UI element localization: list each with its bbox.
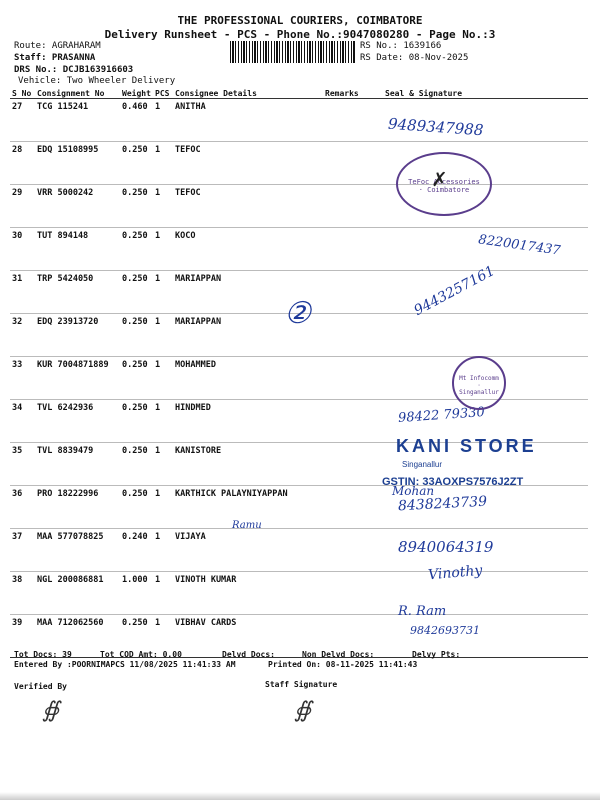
row-consignment: MAA 712062560 (35, 615, 120, 658)
tefoc-stamp (396, 152, 492, 216)
col-consignee: Consignee Details (173, 89, 323, 99)
row-pcs: 1 (153, 271, 173, 314)
row-consignee: TEFOC (173, 185, 323, 228)
col-sno: S No (10, 89, 35, 99)
row-remarks (323, 529, 383, 572)
verified-signature-mark: ∯ (42, 698, 60, 723)
row-sno: 31 (10, 271, 35, 314)
staff-signature-label: Staff Signature (265, 680, 338, 689)
row-pcs: 1 (153, 443, 173, 486)
col-seal-signature: Seal & Signature (383, 89, 588, 99)
handwritten-phone-31: 9443257161 (411, 263, 498, 319)
drs-label: DRS No.: DCJB163916603 (14, 65, 134, 75)
row-remarks (323, 142, 383, 185)
row-consignee: TEFOC (173, 142, 323, 185)
row-sno: 37 (10, 529, 35, 572)
kani-store-address: Singanallur (402, 460, 443, 469)
row-weight: 0.250 (120, 443, 153, 486)
scan-edge (0, 792, 600, 800)
row-remarks (323, 271, 383, 314)
delivered-docs: Delvd Docs: (222, 650, 275, 659)
row-weight: 0.250 (120, 314, 153, 357)
row-weight: 0.240 (120, 529, 153, 572)
row-sno: 36 (10, 486, 35, 529)
row-consignment: EDQ 23913720 (35, 314, 120, 357)
row-weight: 0.250 (120, 185, 153, 228)
kani-store-gstin: GSTIN: 33AOXPS7576J2ZT (382, 476, 524, 488)
row-sno: 33 (10, 357, 35, 400)
row-consignee: MOHAMMED (173, 357, 323, 400)
table-row (10, 142, 588, 185)
handwritten-name-37: Ramu (232, 520, 262, 531)
row-remarks (323, 443, 383, 486)
printed-on: Printed On: 08-11-2025 11:41:43 (268, 660, 418, 669)
delivery-points: Delvy Pts: (412, 650, 461, 659)
entered-by: Entered By :POORNIMAPCS 11/08/2025 11:41:33 AM (14, 660, 236, 669)
row-seal-signature (383, 314, 588, 357)
handwritten-name-36: Mohan (392, 484, 435, 498)
row-weight: 0.250 (120, 615, 153, 658)
row-sno: 28 (10, 142, 35, 185)
row-remarks (323, 357, 383, 400)
table-row (10, 572, 588, 615)
col-weight: Weight (120, 89, 153, 99)
vehicle-label: Vehicle: Two Wheeler Delivery (18, 76, 176, 86)
row-consignee: KANISTORE (173, 443, 323, 486)
row-consignment: TCG 115241 (35, 99, 120, 142)
row-pcs: 1 (153, 314, 173, 357)
row-sno: 35 (10, 443, 35, 486)
consignee-signature-mark: ② (284, 296, 311, 331)
row-consignment: NGL 200086881 (35, 572, 120, 615)
table-row (10, 99, 588, 142)
row-sno: 38 (10, 572, 35, 615)
row-consignee: HINDMED (173, 400, 323, 443)
row-consignment: EDQ 15108995 (35, 142, 120, 185)
row-pcs: 1 (153, 357, 173, 400)
row-consignment: MAA 577078825 (35, 529, 120, 572)
row-weight: 1.000 (120, 572, 153, 615)
tefoc-stamp-text: TeFoc Accessories · Coimbatore (408, 178, 480, 194)
row-pcs: 1 (153, 486, 173, 529)
tefoc-signature-mark: ✗ (432, 164, 447, 192)
mt-infocomm-stamp (452, 356, 506, 410)
col-consignment: Consignment No (35, 89, 120, 99)
total-cod: Tot COD Amt: 0.00 (100, 650, 182, 659)
mt-stamp-text: Mt Infocomm · Singanallur (459, 375, 499, 396)
handwritten-phone-27: 9489347988 (387, 114, 484, 140)
row-consignment: TRP 5424050 (35, 271, 120, 314)
handwritten-name-38: Vinothy (427, 562, 483, 584)
kani-store-stamp: KANI STORE (396, 436, 537, 456)
col-remarks: Remarks (323, 89, 383, 99)
staff-signature-mark: ∯ (294, 698, 312, 723)
row-remarks (323, 572, 383, 615)
col-pcs: PCS (153, 89, 173, 99)
row-sno: 39 (10, 615, 35, 658)
table-row (10, 185, 588, 228)
row-consignee: MARIAPPAN (173, 314, 323, 357)
row-consignee: VINOTH KUMAR (173, 572, 323, 615)
barcode (230, 41, 356, 63)
table-header-row (10, 89, 588, 99)
verified-by-label: Verified By (14, 682, 67, 691)
rs-number: RS No.: 1639166 (360, 41, 442, 51)
company-title: THE PROFESSIONAL COURIERS, COIMBATORE (177, 14, 423, 27)
row-weight: 0.250 (120, 142, 153, 185)
staff-label: Staff: PRASANNA (14, 53, 96, 63)
row-consignee: VIBHAV CARDS (173, 615, 323, 658)
row-weight: 0.250 (120, 400, 153, 443)
row-remarks (323, 314, 383, 357)
row-pcs: 1 (153, 615, 173, 658)
table-row (10, 486, 588, 529)
row-consignment: VRR 5000242 (35, 185, 120, 228)
non-delivered-docs: Non Delvd Docs: (302, 650, 375, 659)
handwritten-phone-37: 8940064319 (398, 538, 494, 556)
row-pcs: 1 (153, 572, 173, 615)
row-remarks (323, 228, 383, 271)
row-sno: 27 (10, 99, 35, 142)
row-remarks (323, 400, 383, 443)
row-remarks (323, 486, 383, 529)
handwritten-phone-34: 98422 79330 (397, 404, 486, 427)
row-sno: 32 (10, 314, 35, 357)
row-weight: 0.250 (120, 486, 153, 529)
row-consignment: PRO 18222996 (35, 486, 120, 529)
row-sno: 29 (10, 185, 35, 228)
total-docs: Tot Docs: 39 (14, 650, 72, 659)
runsheet-subtitle: Delivery Runsheet - PCS - Phone No.:9047080280 - Page No.:3 (104, 28, 496, 41)
table-row (10, 529, 588, 572)
row-pcs: 1 (153, 99, 173, 142)
handwritten-phone-39: 9842693731 (410, 624, 480, 637)
handwritten-phone-36: 8438243739 (397, 493, 488, 515)
rs-date: RS Date: 08-Nov-2025 (360, 53, 469, 63)
row-consignment: TUT 894148 (35, 228, 120, 271)
row-consignee: MARIAPPAN (173, 271, 323, 314)
row-consignee: KOCO (173, 228, 323, 271)
row-remarks (323, 99, 383, 142)
row-weight: 0.250 (120, 271, 153, 314)
row-pcs: 1 (153, 529, 173, 572)
totals-row (14, 650, 594, 660)
row-sno: 30 (10, 228, 35, 271)
row-pcs: 1 (153, 400, 173, 443)
row-consignee: KARTHICK PALAYNIYAPPAN (173, 486, 323, 529)
row-consignee: VIJAYA (173, 529, 323, 572)
row-pcs: 1 (153, 142, 173, 185)
row-pcs: 1 (153, 228, 173, 271)
row-sno: 34 (10, 400, 35, 443)
row-consignment: TVL 6242936 (35, 400, 120, 443)
handwritten-name-39: R. Ram (398, 604, 447, 619)
handwritten-phone-30: 8220017437 (477, 232, 562, 259)
row-weight: 0.250 (120, 228, 153, 271)
row-consignment: KUR 7004871889 (35, 357, 120, 400)
row-consignee: ANITHA (173, 99, 323, 142)
row-weight: 0.250 (120, 357, 153, 400)
row-pcs: 1 (153, 185, 173, 228)
route-label: Route: AGRAHARAM (14, 41, 101, 51)
row-consignment: TVL 8839479 (35, 443, 120, 486)
row-weight: 0.460 (120, 99, 153, 142)
row-remarks (323, 185, 383, 228)
